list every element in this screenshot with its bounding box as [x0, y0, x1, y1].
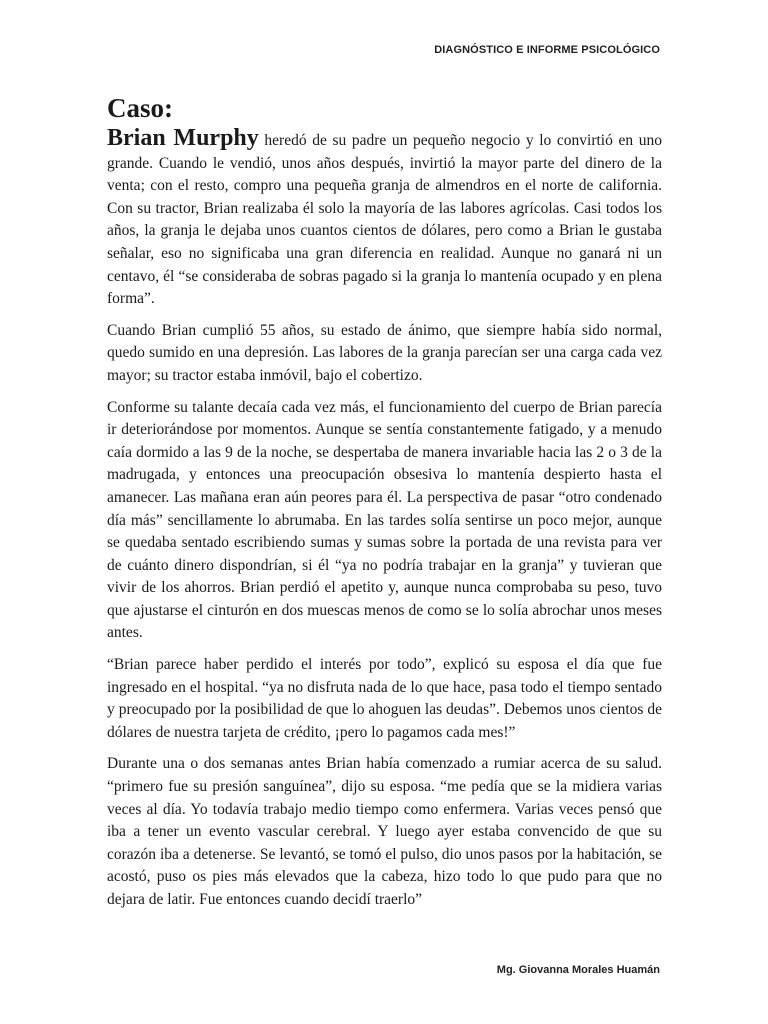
paragraph-4: “Brian parece haber perdido el interés por todo”, explicó su esposa el día que fue ingresado en el hospital. “ya no disfruta nada de lo que hace, pasa todo el tiempo sentado y preocupado por la posibilidad de que lo ahoguen las deudas”. Debemos unos cientos de dólares de nuestra tarjeta de crédito, ¡pero lo pagamos cada mes!”: [107, 656, 662, 741]
case-subject-name: Brian Murphy: [107, 125, 259, 151]
paragraph-2: Cuando Brian cumplió 55 años, su estado de ánimo, que siempre había sido normal, quedo sumido en una depresión. Las labores de la granja parecían ser una carga cada vez mayor; su tractor estaba inmóvil, bajo el cobertizo.: [107, 321, 662, 384]
footer-author: Mg. Giovanna Morales Huamán: [496, 964, 660, 976]
paragraph-5: Durante una o dos semanas antes Brian había comenzado a rumiar acerca de su salud. “primero fue su presión sanguínea”, dijo su esposa. “me pedía que se la midiera varias veces al día. Yo todavía trabajo medio tiempo como enfermera. Varias veces pensó que iba a tener un evento vascular cerebral. Y luego ayer estaba convencido de que su corazón iba a detenerse. Se levantó, se tomó el pulso, dio unos pasos por la habitación, se acostó, puso os pies más elevados que la cabeza, hizo todo lo que pudo para que no dejara de latir. Fue entonces cuando decidí traerlo”: [107, 755, 662, 908]
document-body: [107, 92, 662, 921]
running-header: DIAGNÓSTICO E INFORME PSICOLÓGICO: [434, 44, 660, 56]
paragraph-1-text: heredó de su padre un pequeño negocio y lo convirtió en uno grande. Cuando le vendió, unos años después, invirtió la mayor parte del dinero de la venta; con el resto, compro una pequeña granja de almendros en el norte de california. Con su tractor, Brian realizaba él solo la mayoría de las labores agrícolas. Casi todos los años, la granja le dejaba unos cuantos cientos de dólares, pero como a Brian le gustaba señalar, eso no significaba una gran diferencia en realidad. Aunque no ganará ni un centavo, él “se consideraba de sobras pagado si la granja lo mantenía ocupado y en plena forma”.: [107, 132, 662, 308]
paragraph-3: Conforme su talante decaía cada vez más, el funcionamiento del cuerpo de Brian parecía ir deteriorándose por momentos. Aunque se sentía constantemente fatigado, y a menudo caía dormido a las 9 de la noche, se despertaba de manera invariable hacia las 2 o 3 de la madrugada, y entonces una preocupación obsesiva lo mantenía despierto hasta el amanecer. Las mañana eran aún peores para él. La perspectiva de pasar “otro condenado día más” sencillamente lo abrumaba. En las tardes solía sentirse un poco mejor, aunque se quedaba sentado escribiendo sumas y sumas sobre la portada de una revista para ver de cuánto dinero dispondrían, si él “ya no podría trabajar en la granja” y tuvieran que vivir de los ahorros. Brian perdió el apetito y, aunque nunca comprobaba su peso, tuvo que ajustarse el cinturón en dos muescas menos de como se lo solía abrochar unos meses antes.: [107, 398, 662, 642]
paragraph-1: [107, 125, 662, 311]
case-title: Caso:: [107, 93, 173, 123]
